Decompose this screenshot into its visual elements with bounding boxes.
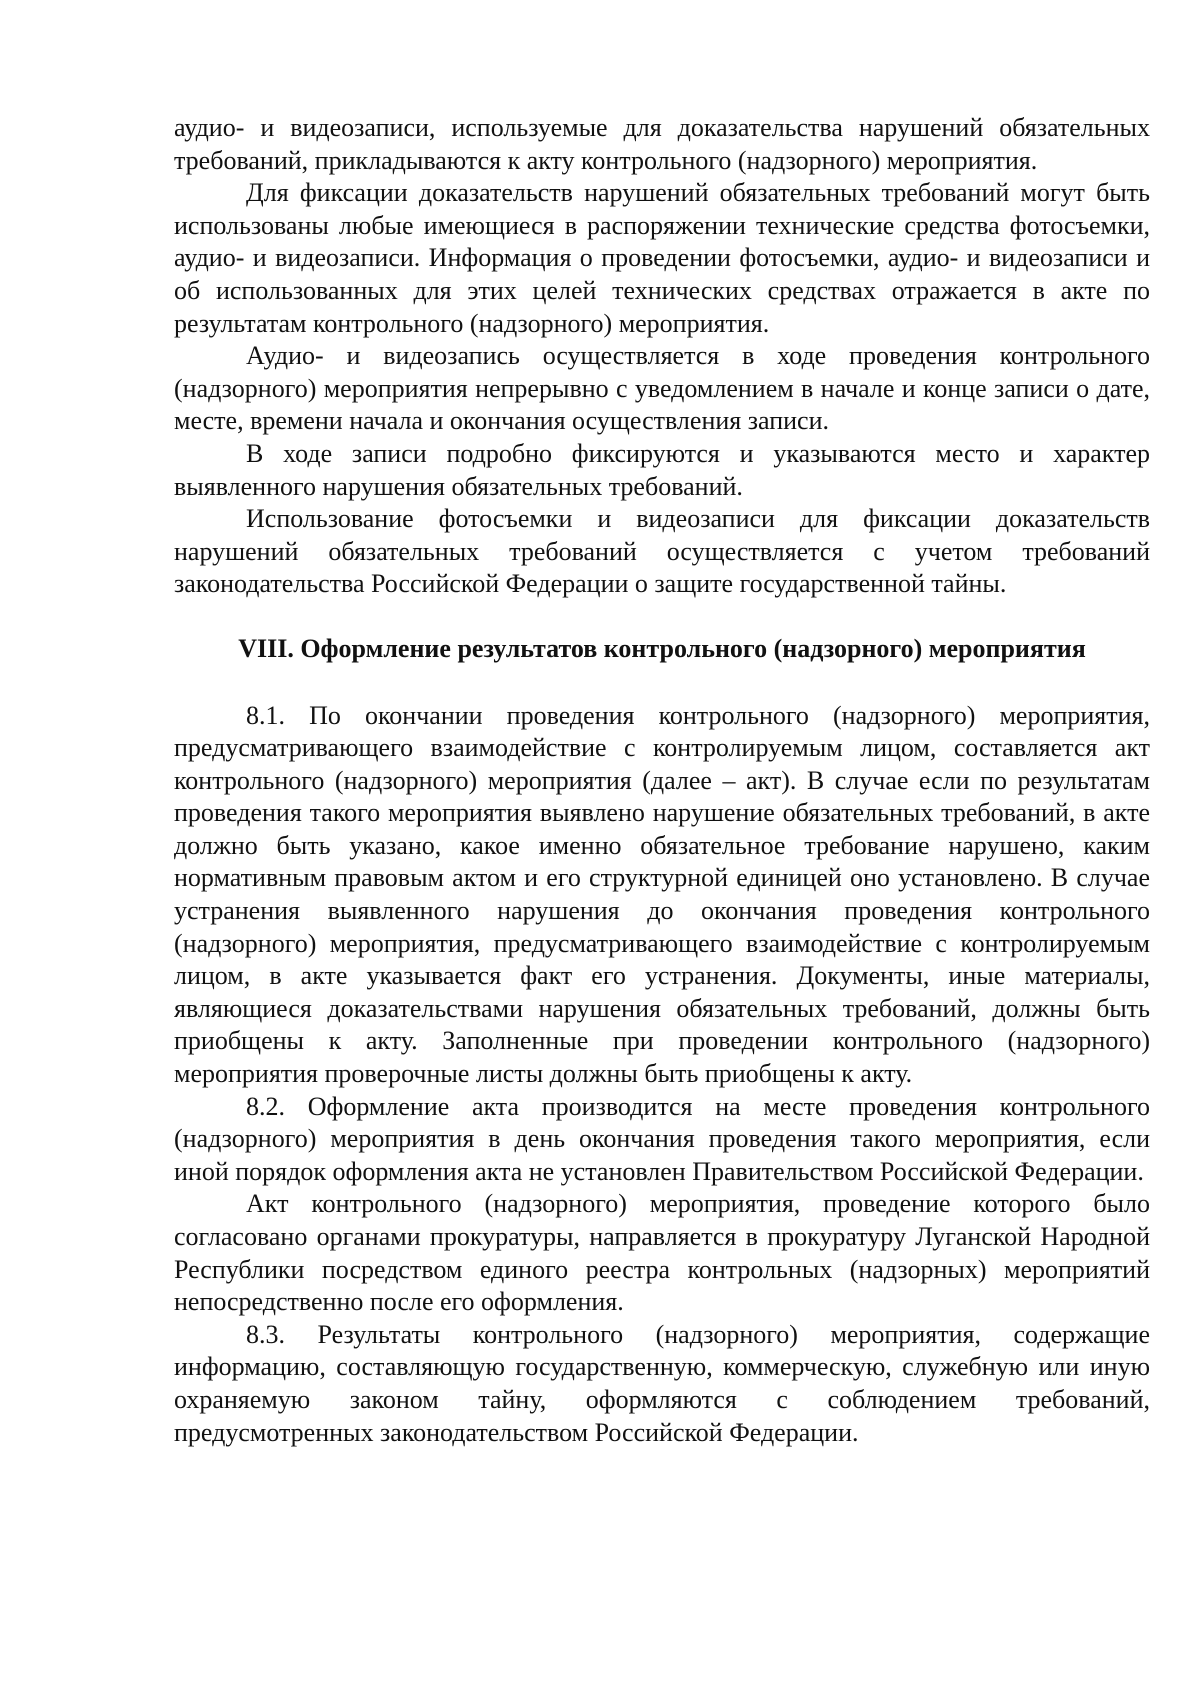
paragraph-8-3: 8.3. Результаты контрольного (надзорного) мероприятия, содержащие информацию, составляющую государственную, коммерческую, служебную или иную охраняемую законом тайну, оформляются с соблюдением требований, предусмотренных законодательством Российской Федерации. [174,1319,1150,1447]
paragraph-recording-procedure: Аудио- и видеозапись осуществляется в ходе проведения контрольного (надзорного) мероприятия непрерывно с уведомлением в начале и конце записи о дате, месте, времени начала и окончания осуществления записи. [174,341,1150,436]
paragraph-8-1: 8.1. По окончании проведения контрольного (надзорного) мероприятия, предусматривающего взаимодействие с контролируемым лицом, составляется акт контрольного (надзорного) мероприятия (далее – акт). В случае если по результатам проведения такого мероприятия выявлено нарушение обязательных требований, в акте должно быть указано, какое именно обязательное требование нарушено, каким нормативным правовым актом и его структурной единицей оно установлено. В случае устранения выявленного нарушения до окончания проведения контрольного (надзорного) мероприятия, предусматривающего взаимодействие с контролируемым лицом, в акте указывается факт его устранения. Документы, иные материалы, являющиеся доказательствами нарушения обязательных требований, должны быть приобщены к акту. Заполненные при проведении контрольного (надзорного) мероприятия проверочные листы должны быть приобщены к акту. [174,700,1150,1089]
paragraph-audio-video-attachments: аудио- и видеозаписи, используемые для доказательства нарушений обязательных требований, прикладываются к акту контрольного (надзорного) мероприятия. [174,113,1150,175]
paragraph-recording-details: В ходе записи подробно фиксируются и указываются место и характер выявленного нарушения обязательных требований. [174,438,1150,501]
section-heading: VIII. Оформление результатов контрольного (надзорного) мероприятия [238,633,1086,663]
paragraph-prosecutor-act: Акт контрольного (надзорного) мероприятия, проведение которого было согласовано органами прокуратуры, направляется в прокуратуру Луганской Народной Республики посредством единого реестра контрольных (надзорных) мероприятий непосредственно после его оформления. [174,1189,1150,1317]
paragraph-state-secret: Использование фотосъемки и видеозаписи для фиксации доказательств нарушений обязательных требований осуществляется с учетом требований законодательства Российской Федерации о защите государственной тайны. [174,504,1150,599]
document-page [174,112,1150,1449]
paragraph-technical-means: Для фиксации доказательств нарушений обязательных требований могут быть использованы любые имеющиеся в распоряжении технические средства фотосъемки, аудио- и видеозаписи. Информация о проведении фотосъемки, аудио- и видеозаписи и об использованных для этих целей технических средствах отражается в акте по результатам контрольного (надзорного) мероприятия. [174,178,1150,338]
paragraph-8-2: 8.2. Оформление акта производится на месте проведения контрольного (надзорного) мероприятия в день окончания проведения такого мероприятия, если иной порядок оформления акта не установлен Правительством Российской Федерации. [174,1091,1150,1186]
